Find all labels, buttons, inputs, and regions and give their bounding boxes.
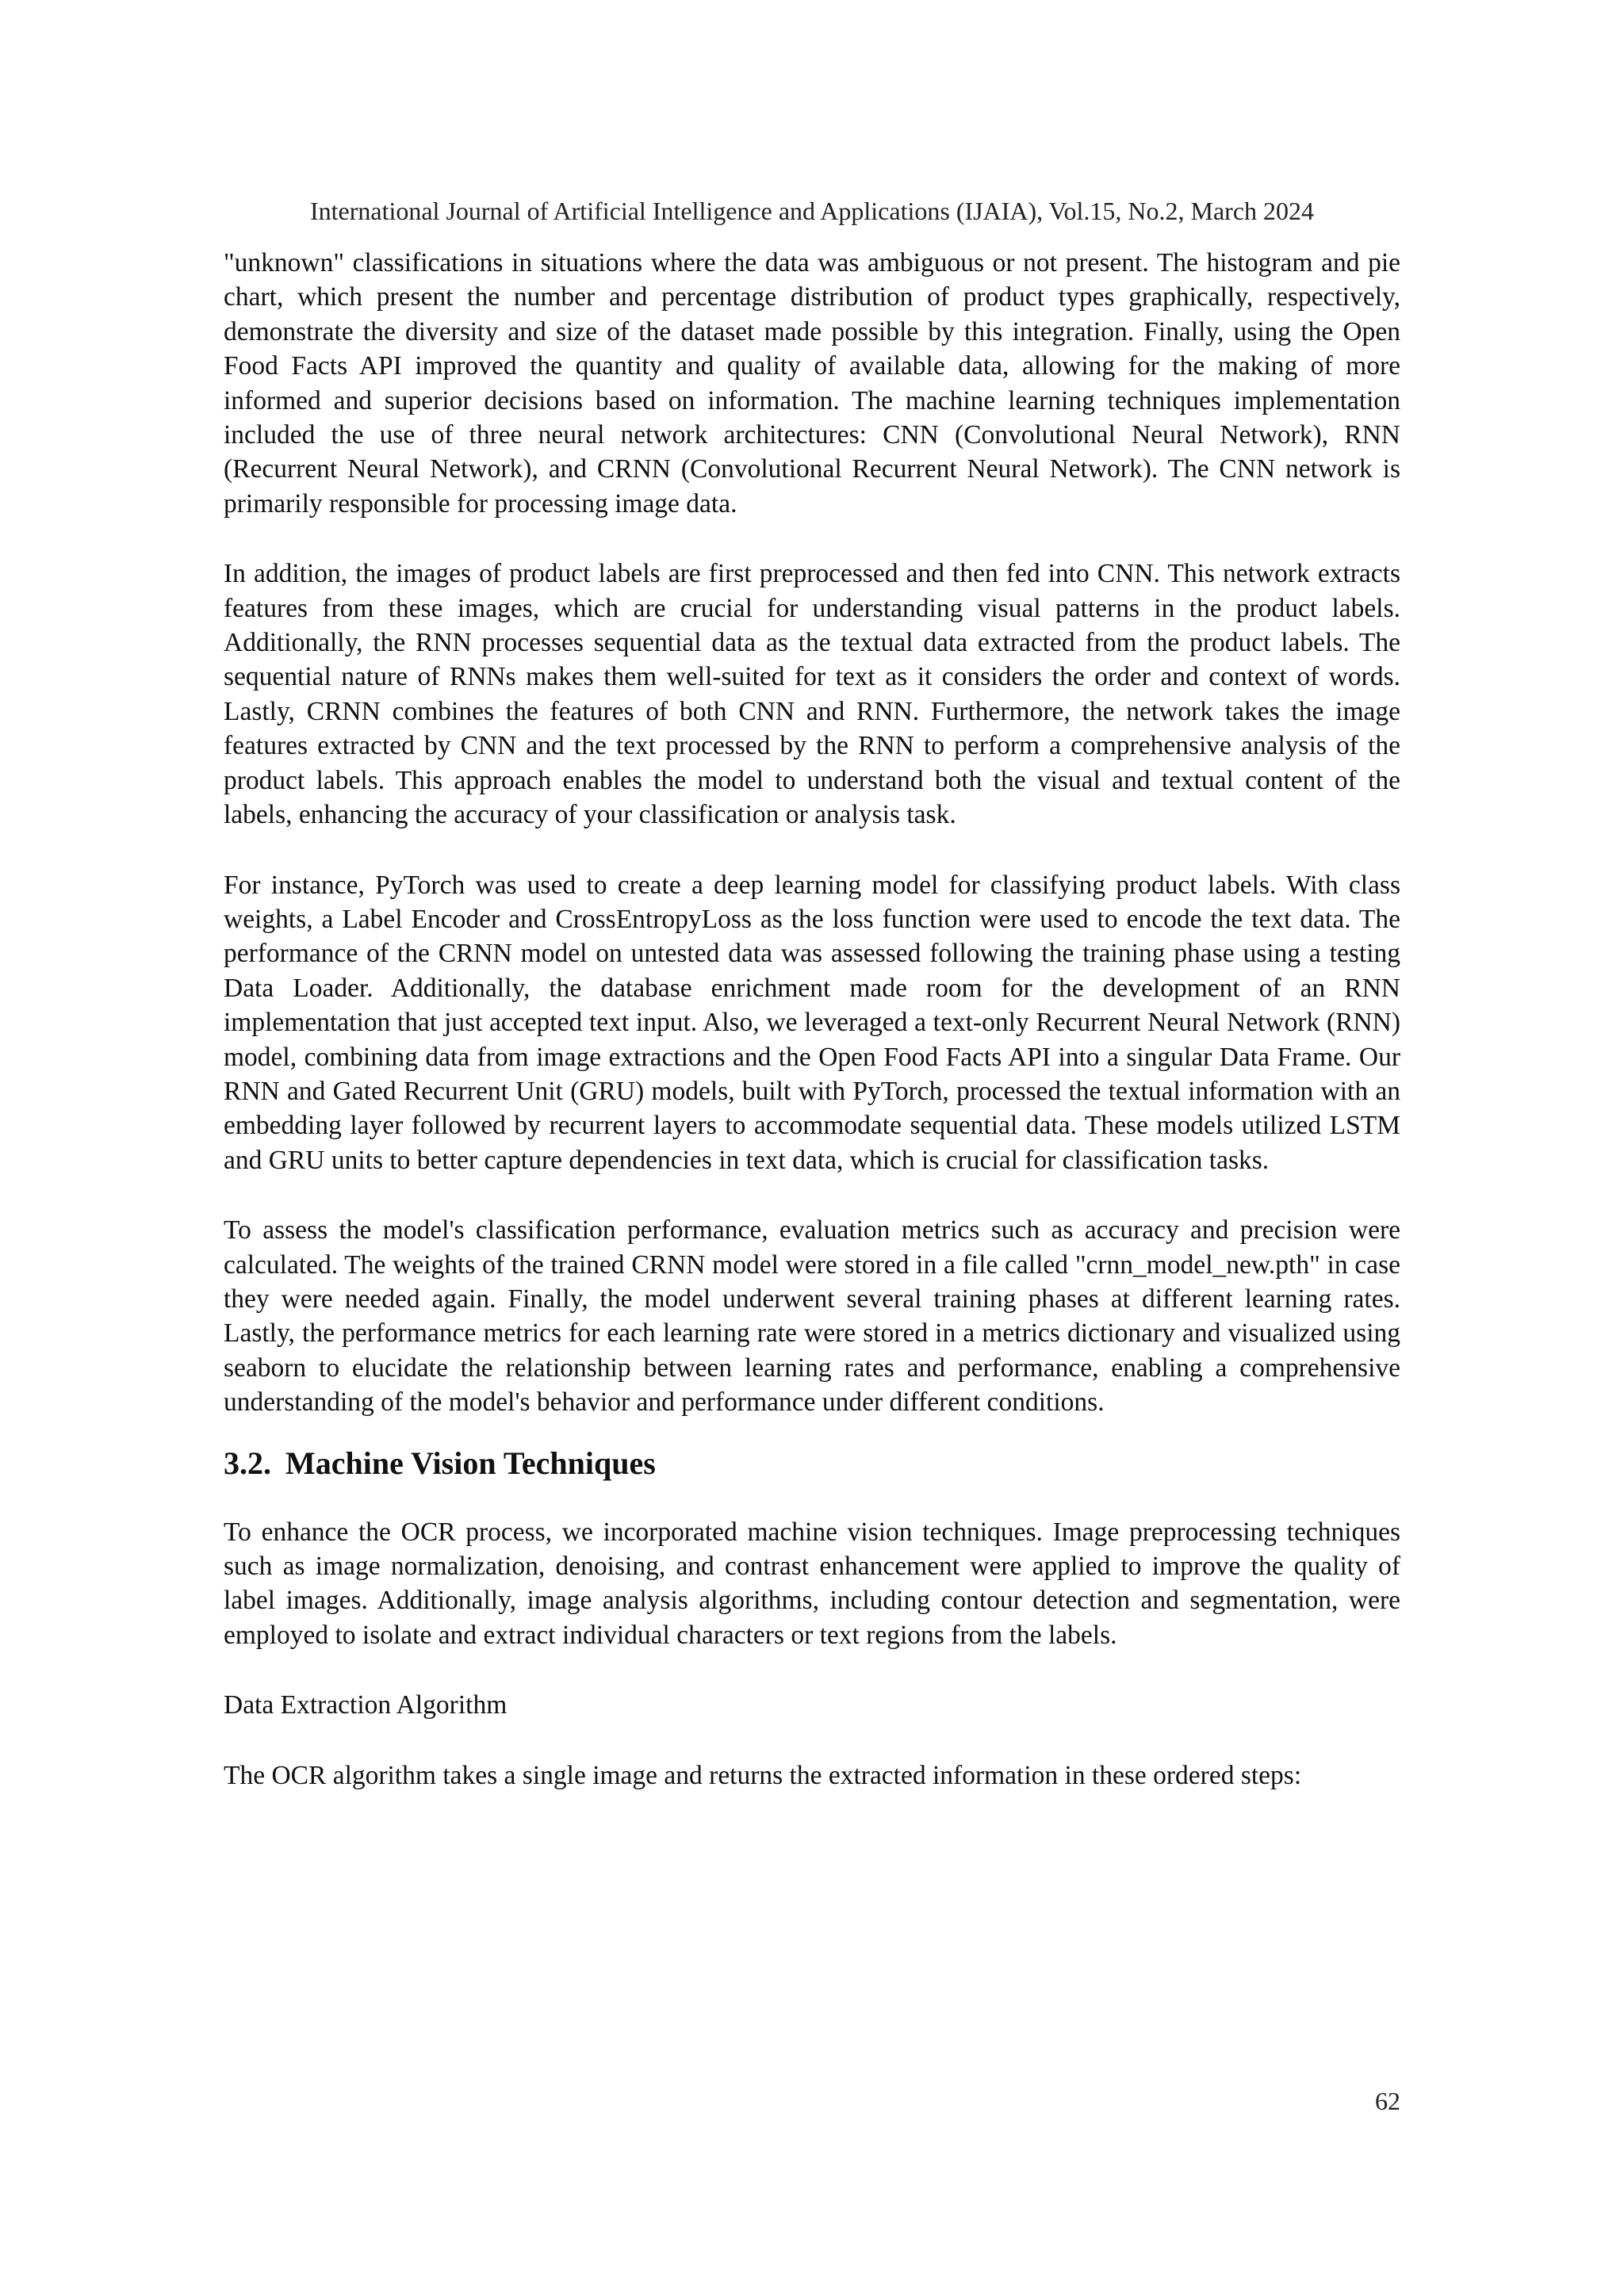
section-heading (224, 1444, 1400, 1483)
section-title: Machine Vision Techniques (285, 1445, 656, 1481)
section-paragraph-1: To enhance the OCR process, we incorporated machine vision techniques. Image preprocessing techniques such as image normalization, denoising, and contrast enhancement were applied to improve the quality of label images. Additionally, image analysis algorithms, including contour detection and segmentation, were employed to isolate and extract individual characters or text regions from the labels. (224, 1517, 1400, 1650)
section-paragraph-2: The OCR algorithm takes a single image and returns the extracted information in these ordered steps: (224, 1760, 1302, 1790)
section-number: 3.2. (224, 1445, 271, 1481)
running-header: International Journal of Artificial Intelligence and Applications (IJAIA), Vol.15, No.2, March 2024 (309, 197, 1315, 225)
body-paragraph-2: In addition, the images of product labels are first preprocessed and then fed into CNN. This network extracts features from these images, which are crucial for understanding visual patterns in the product labels. Additionally, the RNN processes sequential data as the textual data extracted from the product labels. The sequential nature of RNNs makes them well-suited for text as it considers the order and context of words. Lastly, CRNN combines the features of both CNN and RNN. Furthermore, the network takes the image features extracted by CNN and the text processed by the RNN to perform a comprehensive analysis of the product labels. This approach enables the model to understand both the visual and textual content of the labels, enhancing the accuracy of your classification or analysis task. (224, 559, 1400, 830)
subheading-data-extraction: Data Extraction Algorithm (224, 1690, 508, 1720)
page-body (224, 246, 1400, 1793)
body-paragraph-4: To assess the model's classification performance, evaluation metrics such as accuracy and precision were calculated. The weights of the trained CRNN model were stored in a file called "crnn_model_new.pth" in case they were needed again. Finally, the model underwent several training phases at different learning rates. Lastly, the performance metrics for each learning rate were stored in a metrics dictionary and visualized using seaborn to elucidate the relationship between learning rates and performance, enabling a comprehensive understanding of the model's behavior and performance under different conditions. (224, 1215, 1400, 1418)
body-paragraph-3: For instance, PyTorch was used to create a deep learning model for classifying product labels. With class weights, a Label Encoder and CrossEntropyLoss as the loss function were used to encode the text data. The performance of the CRNN model on untested data was assessed following the training phase using a testing Data Loader. Additionally, the database enrichment made room for the development of an RNN implementation that just accepted text input. Also, we leveraged a text-only Recurrent Neural Network (RNN) model, combining data from image extractions and the Open Food Facts API into a singular Data Frame. Our RNN and Gated Recurrent Unit (GRU) models, built with PyTorch, processed the textual information with an embedding layer followed by recurrent layers to accommodate sequential data. These models utilized LSTM and GRU units to better capture dependencies in text data, which is crucial for classification tasks. (224, 870, 1400, 1175)
page-number: 62 (1375, 2087, 1400, 2115)
body-paragraph-1: "unknown" classifications in situations where the data was ambiguous or not present. The histogram and pie chart, which present the number and percentage distribution of product types graphically, respectively, demonstrate the diversity and size of the dataset made possible by this integration. Finally, using the Open Food Facts API improved the quantity and quality of available data, allowing for the making of more informed and superior decisions based on information. The machine learning techniques implementation included the use of three neural network architectures: CNN (Convolutional Neural Network), RNN (Recurrent Neural Network), and CRNN (Convolutional Recurrent Neural Network). The CNN network is primarily responsible for processing image data. (224, 248, 1400, 519)
